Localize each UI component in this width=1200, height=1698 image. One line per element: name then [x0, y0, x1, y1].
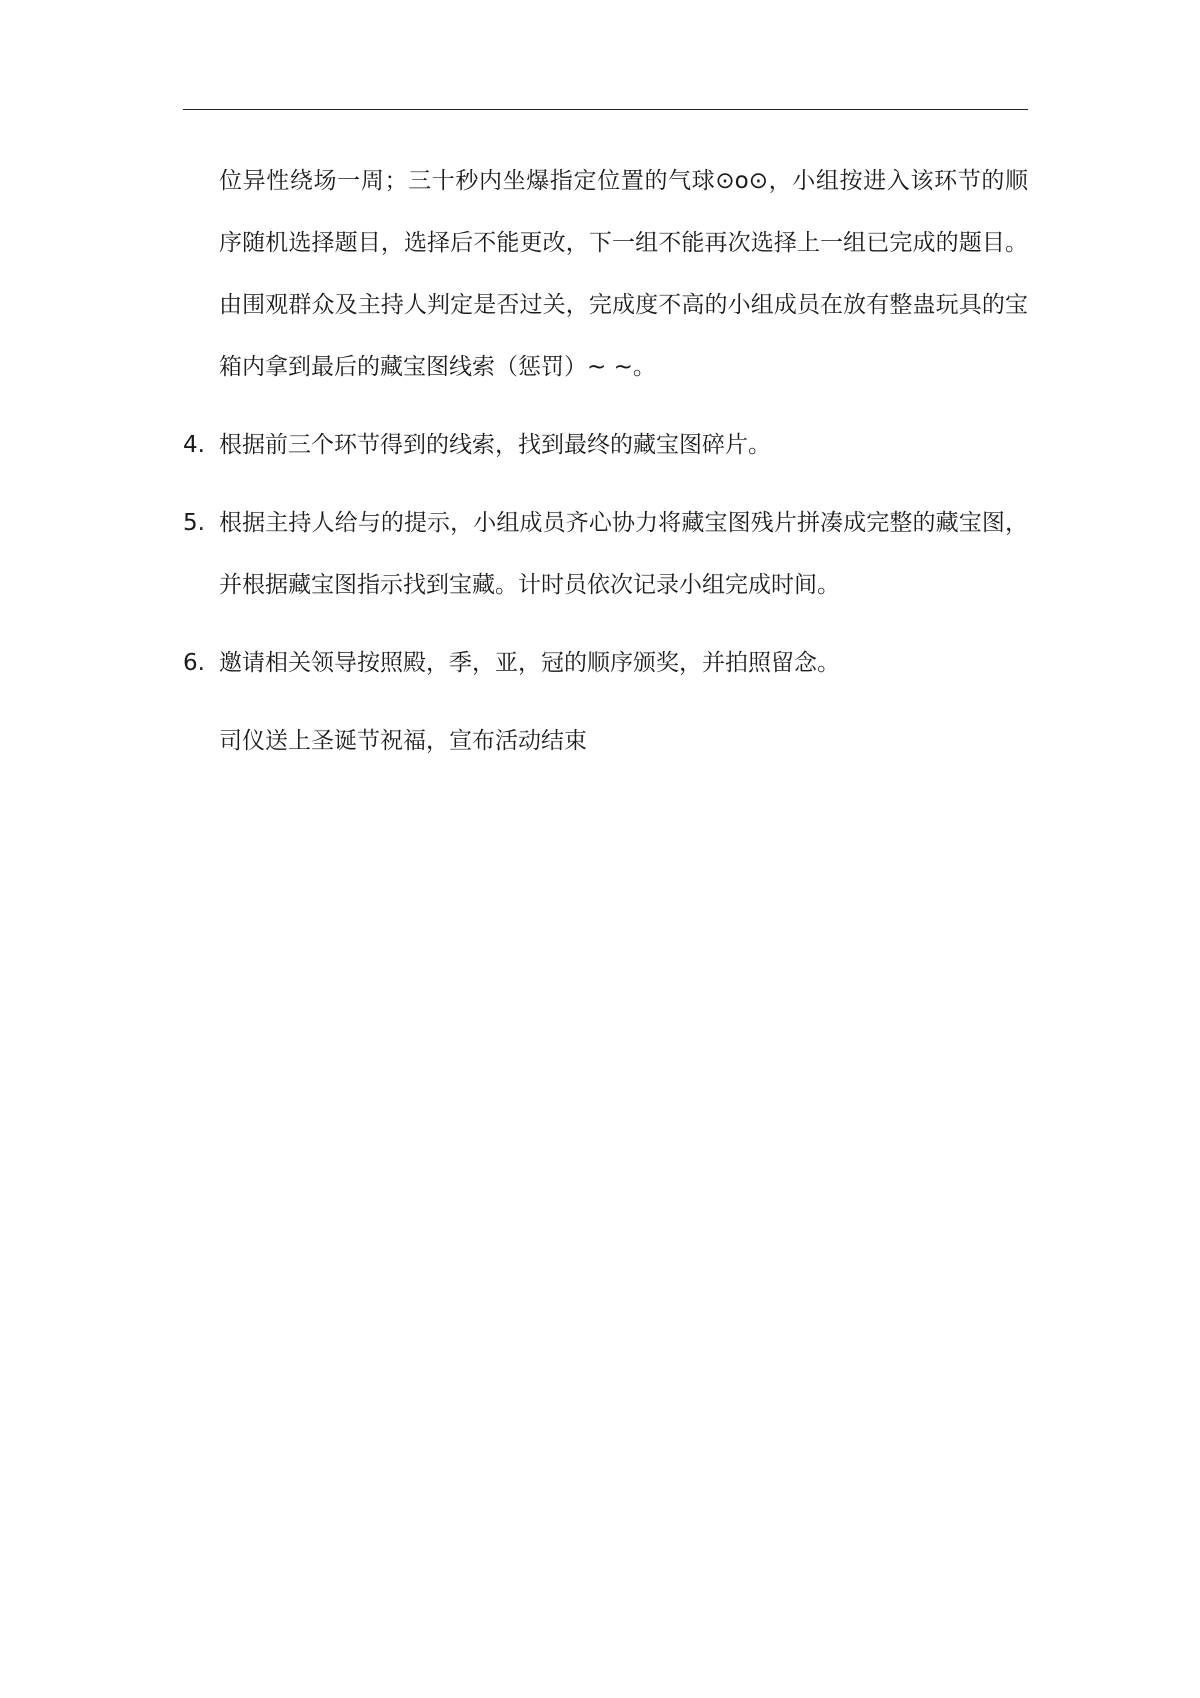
list-item-number: 5.: [183, 510, 205, 536]
list-item-text: 根据主持人给与的提示，小组成员齐心协力将藏宝图残片拼凑成完整的藏宝图，并根据藏宝图指示找到宝藏。计时员依次记录小组完成时间。: [219, 510, 1028, 598]
list-item-number: 4.: [183, 432, 205, 458]
list-item: [183, 632, 1028, 694]
list-item-number: 6.: [183, 650, 205, 676]
header-rule: [183, 109, 1028, 110]
closing-line: 司仪送上圣诞节祝福，宣布活动结束: [219, 728, 587, 754]
document-body: [183, 150, 1028, 772]
list-item: [183, 492, 1028, 616]
list-item: [183, 414, 1028, 476]
continuation-paragraph: 位异性绕场一周；三十秒内坐爆指定位置的气球⊙o⊙，小组按进入该环节的顺序随机选择题目，选择后不能更改，下一组不能再次选择上一组已完成的题目。由围观群众及主持人判定是否过关，完成度不高的小组成员在放有整蛊玩具的宝箱内拿到最后的藏宝图线索（惩罚）~ ~。: [219, 168, 1028, 380]
list-item-text: 邀请相关领导按照殿，季，亚，冠的顺序颁奖，并拍照留念。: [219, 650, 840, 676]
list-item-text: 根据前三个环节得到的线索，找到最终的藏宝图碎片。: [219, 432, 771, 458]
